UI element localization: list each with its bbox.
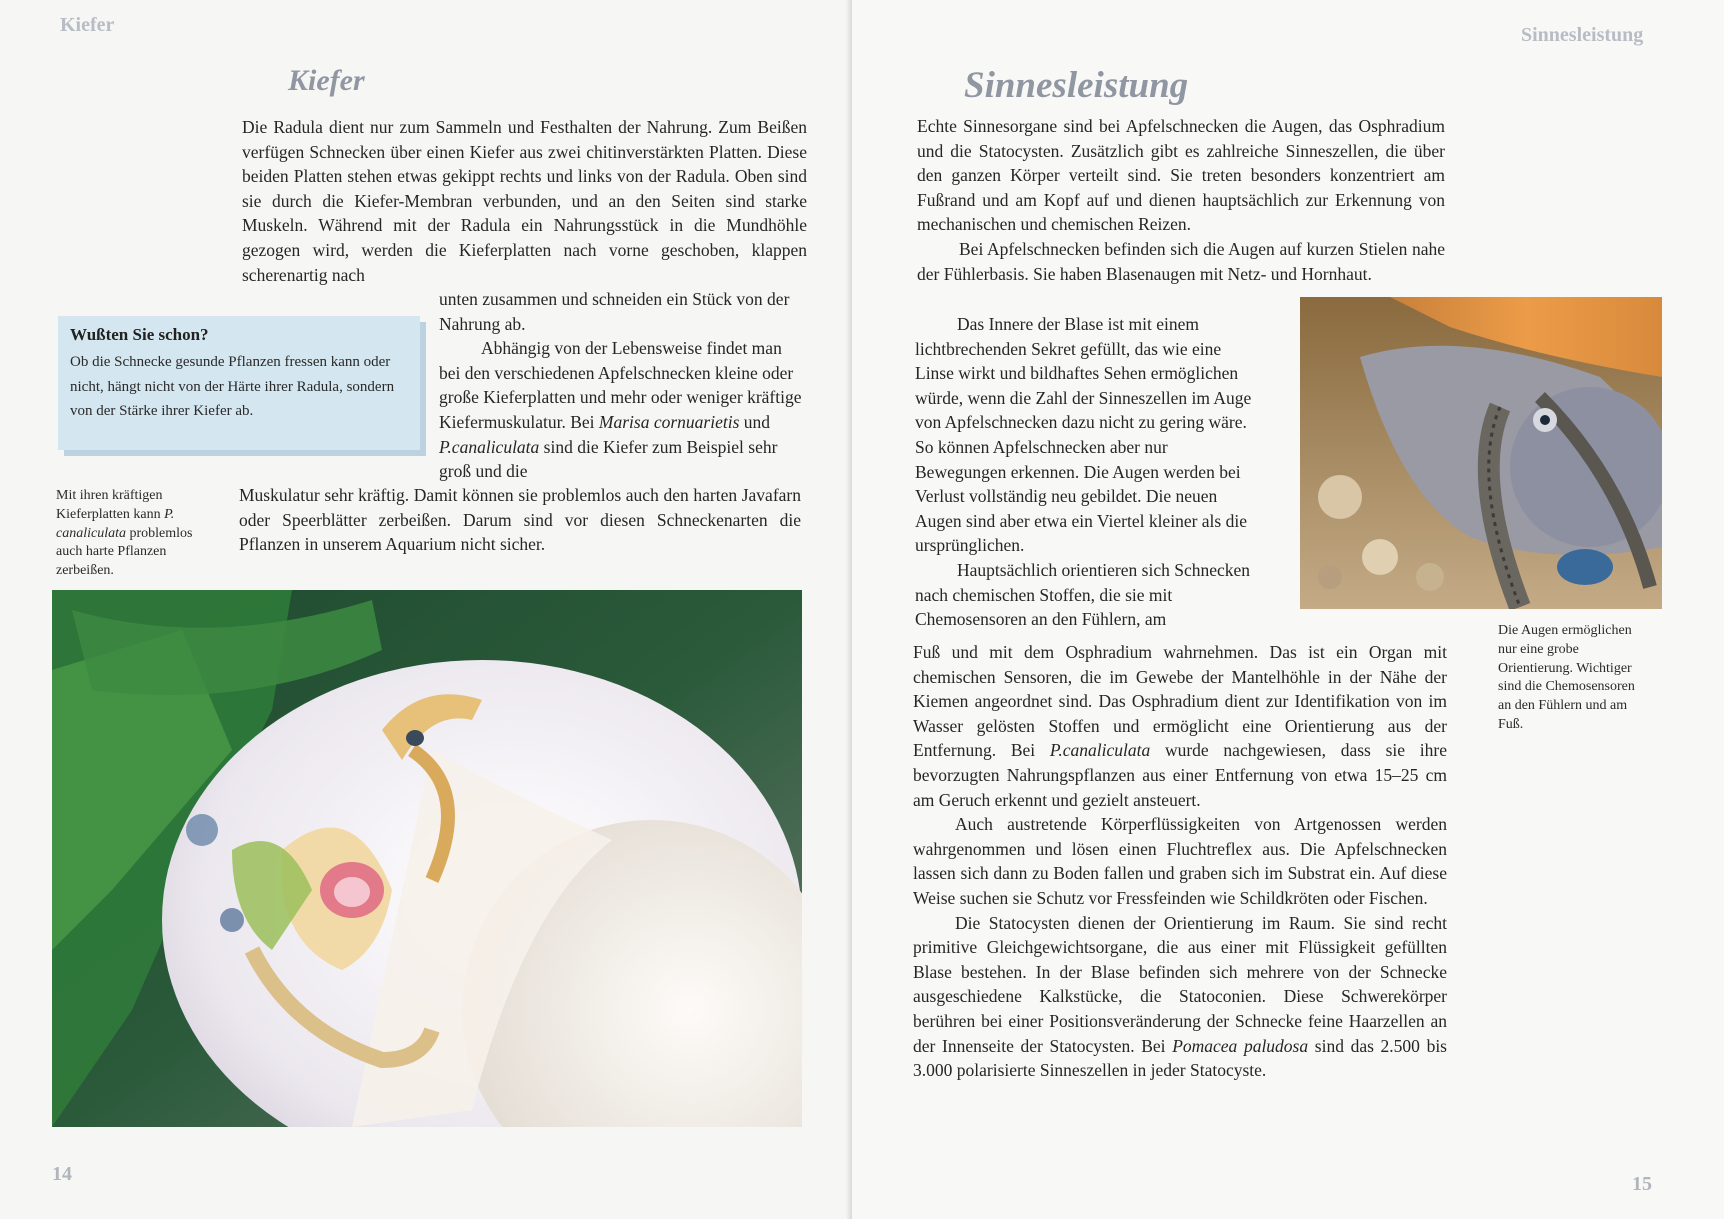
paragraph-end: Muskulatur sehr kräftig. Damit können sie problemlos auch den harten Javafarn oder Speerblätter zerbeißen. Darum sind vor diesen Schneckenarten die Pflanzen in unserem Aquarium nicht sicher. [239,485,801,555]
left-page [0,0,852,1219]
section-title: Sinnesleistung [964,65,1189,106]
photo-caption: Die Augen ermöglichen nur eine grobe Orientierung. Wichtiger sind die Chemosensoren an den Fühlern und am Fuß. [1498,623,1635,732]
snail-jaw-photo [52,590,802,1127]
paragraph-top: Echte Sinnesorgane sind bei Apfelschnecken die Augen, das Osphradium und die Statocysten. Zusätzlich gibt es zahlreiche Sinneszellen, die über den ganzen Körper verteilt sind. Sie treten besonders konzentriert am Fußrand und am Kopf auf und dienen hauptsächlich zur Erkennung von mechanischen und chemischen Reizen. Bei Apfelschnecken befinden sich die Augen auf kurzen Stielen nahe der Fühlerbasis. Sie haben Blasenaugen mit Netz- und Hornhaut. [917,116,1445,284]
info-box-title: Wußten Sie schon? [70,325,209,344]
section-title: Kiefer [288,64,365,97]
species-name: P. canaliculata [56,506,175,541]
species-name: Marisa cornuarietis [598,411,740,432]
info-box [58,316,420,450]
info-box-text: Ob die Schnecke gesunde Pflanzen fressen kann oder nicht, hängt nicht von der Härte ihrer Radula, sondern von der Stärke ihrer Kiefer ab. [70,354,395,419]
species-name: P.canaliculata [1049,740,1151,761]
running-head: Sinnesleistung [1521,24,1644,46]
paragraph-continued: unten zusammen und schneiden ein Stück von der Nahrung ab. Abhängig von der Lebensweise findet man bei den verschiedenen Apfelschnecken kleine oder große Kieferplatten und mehr oder weniger kräftige Kiefermuskulatur. Bei Marisa cornuarietis und P.canaliculata sind die Kiefer zum Beispiel sehr groß und die [439,289,802,482]
species-name: P.canaliculata [439,436,540,457]
running-head: Kiefer [60,14,115,36]
photo-caption: Mit ihren kräftigen Kieferplatten kann P. canaliculata problemlos auch harte Pflanzen zerbeißen. [56,488,193,579]
snail-eye-photo [1300,297,1662,609]
right-page [852,0,1724,1219]
paragraph-narrow: Das Innere der Blase ist mit einem lichtbrechenden Sekret gefüllt, das wie eine Linse wirkt und bildhaftes Sehen ermöglichen würde, wenn die Zahl der Sinneszellen im Auge von Apfelschnecken dazu nicht zu gering wäre. So können Apfelschnecken aber nur Bewegungen erkennen. Die Augen werden bei Verlust vollständig neu gebildet. Die neuen Augen sind aber etwa ein Viertel kleiner als die ursprünglichen. Hauptsächlich orientieren sich Schnecken nach chemischen Stoffen, die sie mit Chemosensoren an den Fühlern, am [915,314,1252,630]
snail-photo-illustration [52,590,802,1127]
page-number: 15 [1632,1173,1652,1195]
paragraph-wide: Fuß und mit dem Osphradium wahrnehmen. Das ist ein Organ mit chemischen Sensoren, die im Gewebe der Mantelhöhle in der Nähe der Kiemen angeordnet sind. Das Osphradium dient zur Identifikation von im Wasser gelösten Stoffen und ermöglicht eine Orientierung aus der Entfernung. Bei P.canaliculata wurde nachgewiesen, dass sie ihre bevorzugten Nahrungspflanzen aus einer Entfernung von etwa 15–25 cm am Geruch erkennt und gezielt ansteuert. Auch austretende Körperflüssigkeiten von Artgenossen werden wahrgenommen und lösen einen Fluchtreflex aus. Die Apfelschnecken lassen sich dann zu Boden fallen und graben sich im Substrat ein. Auf diese Weise suchen sie Schutz vor Fressfeinden wie Schildkröten oder Fischen. Die Statocysten dienen der Orientierung im Raum. Sie sind recht primitive Gleichgewichtsorgane, die aus einer mit Flüssigkeit gefüllten Blase bestehen. In der Blase befinden sich mehrere von der Schnecke ausgeschiedene Kalkstücke, die Statoconien. Diese Schwerekörper berühren bei einer Positionsveränderung der Schnecke feine Haarzellen an der Innenseite der Statocysten. Bei Pomacea paludosa sind das 2.500 bis 3.000 polarisierte Sinneszellen in jeder Statocyste. [913,642,1447,1081]
paragraph: Die Radula dient nur zum Sammeln und Festhalten der Nahrung. Zum Beißen verfügen Schnecken über einen Kiefer aus zwei chitinverstärkten Platten. Diese beiden Platten stehen etwas gekippt rechts und links von der Radula. Oben sind sie durch die Kiefer-Membran verbunden, und an den Seiten sind starke Muskeln. Während mit der Radula ein Nahrungsstück in die Mundhöhle gezogen wird, werden die Kieferplatten nach vorne geschoben, klappen scherenartig nach [242,117,807,285]
page-number: 14 [52,1163,72,1185]
species-name: Pomacea paludosa [1172,1035,1309,1056]
snail-eye-illustration [1300,297,1662,609]
